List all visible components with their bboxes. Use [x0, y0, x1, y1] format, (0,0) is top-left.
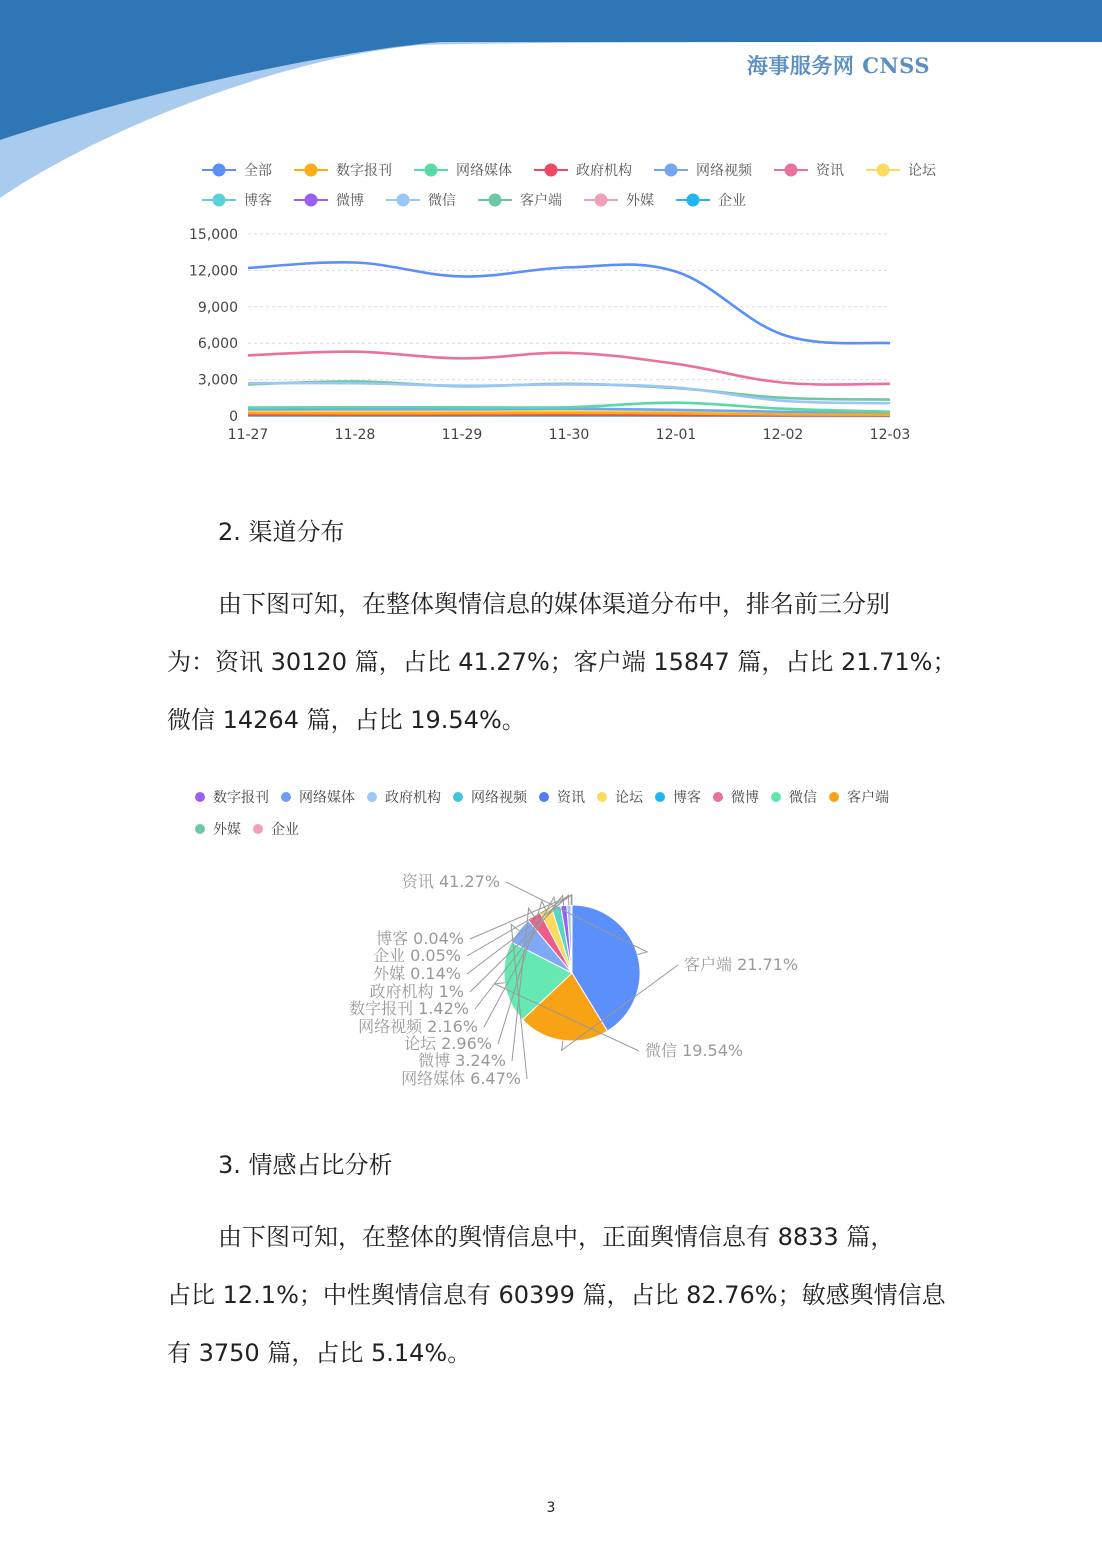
legend-dot: [453, 792, 463, 802]
legend-marker: [397, 194, 410, 207]
page-number: 3: [546, 1500, 556, 1516]
legend-label: 微信: [428, 193, 456, 209]
site-title: 海事服务网 CNSS: [746, 53, 930, 78]
paragraph-line: 有 3750 篇，占比 5.14%。: [167, 1339, 472, 1367]
slice-label: 企业 0.05%: [373, 946, 461, 965]
legend-dot: [655, 792, 665, 802]
legend-item[interactable]: [829, 789, 889, 806]
slice-label: 微博 3.24%: [418, 1051, 506, 1070]
slice-label: 网络媒体 6.47%: [401, 1069, 521, 1088]
y-tick-label: 12,000: [189, 263, 238, 280]
legend-dot: [195, 824, 205, 834]
legend-item[interactable]: [281, 789, 355, 806]
legend-label: 博客: [244, 193, 272, 209]
legend-label: 外媒: [213, 822, 241, 838]
paragraph-line: 微信 14264 篇，占比 19.54%。: [167, 706, 526, 734]
y-tick-label: 3,000: [197, 372, 238, 389]
paragraph-line: 占比 12.1%；中性舆情信息有 60399 篇，占比 82.76%；敏感舆情信息: [167, 1281, 946, 1309]
legend-item[interactable]: [202, 192, 272, 209]
x-tick-label: 11-28: [334, 427, 376, 443]
x-tick-label: 11-27: [227, 427, 269, 443]
legend-label: 博客: [673, 790, 701, 806]
x-tick-label: 12-01: [655, 427, 697, 443]
legend-marker: [489, 194, 502, 207]
legend-marker: [213, 164, 226, 177]
legend-label: 网络视频: [471, 790, 527, 806]
legend-item[interactable]: [195, 789, 269, 806]
y-tick-label: 6,000: [197, 336, 238, 353]
legend-marker: [595, 194, 608, 207]
legend-label: 网络媒体: [299, 790, 355, 806]
legend-item[interactable]: [386, 192, 456, 209]
series-line: [248, 383, 890, 403]
banner-dark-swoosh: [0, 0, 1102, 140]
legend-label: 资讯: [557, 790, 585, 806]
legend-label: 网络视频: [696, 163, 752, 179]
legend-label: 企业: [718, 193, 746, 209]
legend-item[interactable]: [478, 192, 562, 209]
slice-label: 微信 19.54%: [645, 1041, 744, 1060]
paragraph-channel: [167, 575, 967, 749]
section-heading-sentiment: 3. 情感占比分析: [218, 1151, 393, 1179]
legend-item[interactable]: [294, 192, 364, 209]
legend-item[interactable]: [654, 163, 753, 179]
trend-line-chart: [150, 150, 950, 460]
legend-marker: [785, 164, 798, 177]
legend-marker: [425, 164, 438, 177]
legend-marker: [877, 164, 890, 177]
legend-item[interactable]: [195, 821, 241, 838]
legend-item[interactable]: [367, 789, 441, 806]
legend-dot: [281, 792, 291, 802]
legend-item[interactable]: [771, 789, 817, 806]
legend-marker: [687, 194, 700, 207]
slice-label: 外媒 0.14%: [373, 964, 461, 983]
y-tick-label: 15,000: [189, 227, 238, 243]
slice-label: 博客 0.04%: [376, 929, 464, 948]
legend-dot: [829, 792, 839, 802]
channel-pie-chart: [150, 780, 960, 1100]
legend-marker: [545, 164, 558, 177]
x-tick-label: 11-30: [548, 427, 590, 443]
legend-label: 微博: [336, 193, 364, 209]
legend-label: 数字报刊: [336, 163, 392, 179]
legend-item[interactable]: [597, 790, 644, 806]
slice-label: 政府机构 1%: [369, 982, 464, 1001]
legend-marker: [665, 164, 678, 177]
legend-label: 政府机构: [576, 163, 632, 179]
legend-label: 客户端: [847, 790, 889, 806]
y-tick-label: 9,000: [197, 299, 238, 316]
x-tick-label: 11-29: [441, 427, 483, 443]
legend-dot: [253, 824, 263, 834]
y-tick-label: 0: [229, 409, 238, 425]
legend-item[interactable]: [676, 193, 746, 209]
legend-item[interactable]: [294, 162, 392, 179]
legend-item[interactable]: [655, 789, 701, 806]
legend-item[interactable]: [453, 790, 528, 806]
paragraph-line: 由下图可知，在整体的舆情信息中，正面舆情信息有 8833 篇，: [218, 1223, 895, 1251]
legend-marker: [305, 194, 318, 207]
slice-label: 客户端 21.71%: [684, 955, 799, 974]
legend-label: 资讯: [816, 163, 844, 179]
slice-label: 网络视频 2.16%: [358, 1017, 478, 1036]
legend-label: 客户端: [520, 193, 562, 209]
legend-dot: [597, 792, 607, 802]
section-heading-channel: 2. 渠道分布: [218, 518, 345, 546]
legend-item[interactable]: [774, 163, 844, 179]
legend-item[interactable]: [202, 163, 272, 179]
x-tick-label: 12-02: [762, 427, 804, 443]
x-tick-label: 12-03: [869, 427, 911, 443]
legend-label: 企业: [271, 822, 299, 838]
paragraph-line: 由下图可知，在整体舆情信息的媒体渠道分布中，排名前三分别: [218, 590, 890, 618]
legend-item[interactable]: [253, 822, 299, 838]
legend-label: 政府机构: [385, 790, 441, 806]
legend-label: 网络媒体: [456, 163, 512, 179]
paragraph-line: 为：资讯 30120 篇，占比 41.27%；客户端 15847 篇，占比 21.71%；: [167, 648, 957, 676]
legend-dot: [539, 792, 549, 802]
legend-label: 全部: [244, 163, 272, 179]
legend-label: 外媒: [626, 193, 654, 209]
legend-dot: [195, 792, 205, 802]
legend-label: 数字报刊: [213, 790, 269, 806]
legend-marker: [213, 194, 226, 207]
legend-item[interactable]: [534, 162, 632, 179]
legend-dot: [367, 792, 377, 802]
legend-label: 微信: [789, 790, 817, 806]
legend-label: 论坛: [615, 790, 643, 806]
slice-label: 数字报刊 1.42%: [349, 999, 469, 1018]
legend-marker: [305, 164, 318, 177]
legend-item[interactable]: [866, 163, 937, 179]
legend-item[interactable]: [539, 790, 585, 806]
legend-item[interactable]: [584, 192, 654, 209]
legend-dot: [713, 792, 723, 802]
legend-item[interactable]: [414, 162, 512, 179]
series-line: [248, 262, 890, 343]
slice-label: 资讯 41.27%: [401, 872, 500, 891]
legend-dot: [771, 792, 781, 802]
paragraph-sentiment: [167, 1208, 967, 1382]
legend-label: 微博: [731, 790, 759, 806]
legend-item[interactable]: [713, 789, 759, 806]
legend-label: 论坛: [908, 163, 936, 179]
slice-label: 论坛 2.96%: [404, 1034, 492, 1053]
